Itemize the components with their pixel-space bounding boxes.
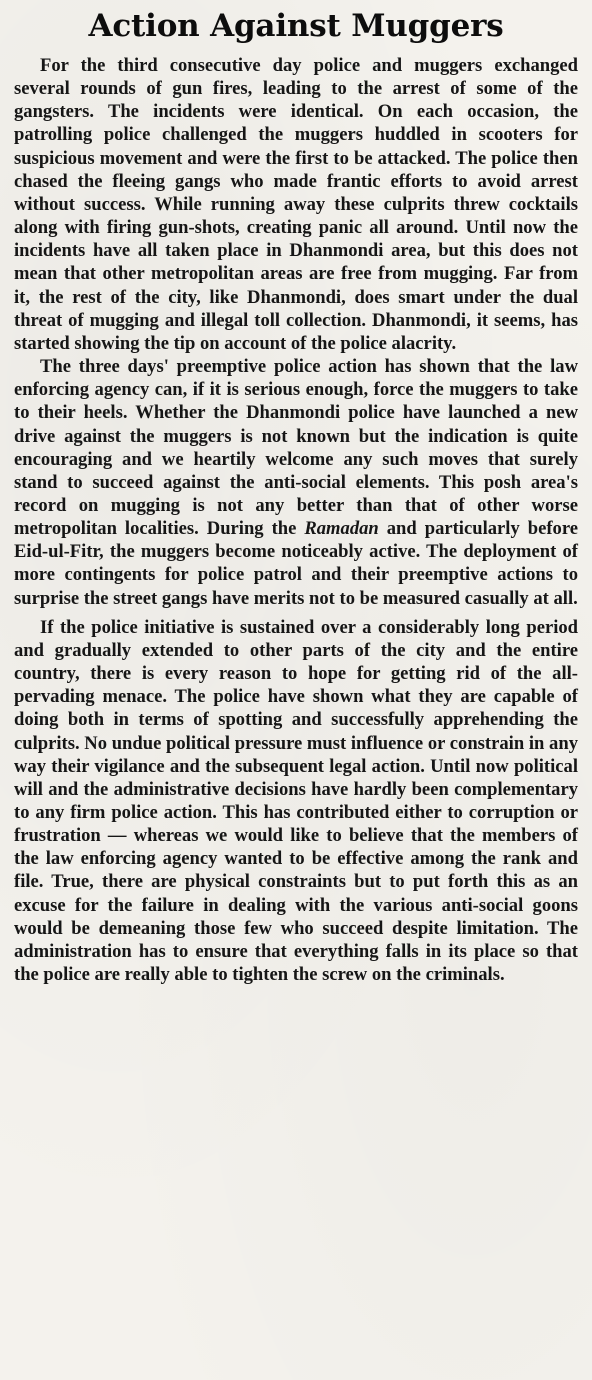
- article-paragraph-2: [14, 355, 578, 610]
- paragraph-2-text-after: and particularly before Eid-ul-Fitr, the muggers become noticeably active. The deployment of more contingents for police patrol and their preemptive actions to surprise the street gangs have merits not to be measured casually at all.: [14, 518, 578, 609]
- article-body: [14, 54, 578, 986]
- article-paragraph-3: If the police initiative is sustained over a considerably long period and gradually extended to other parts of the city and the entire country, there is every reason to hope for getting rid of the all-pervading menace. The police have shown what they are capable of doing both in terms of spotting and successfully apprehending the culprits. No undue political pressure must influence or constrain in any way their vigilance and the subsequent legal action. Until now political will and the administrative decisions have hardly been complementary to any firm police action. This has contributed either to corruption or frustration — whereas we would like to believe that the members of the law enforcing agency wanted to be effective among the rank and file. True, there are physical constraints but to put forth this as an excuse for the failure in dealing with the various anti-social goons would be demeaning those few who succeed despite limitation. The administration has to ensure that everything falls in its place so that the police are really able to tighten the screw on the criminals.: [14, 616, 578, 986]
- ramadan-emphasis: Ramadan: [304, 518, 379, 540]
- paragraph-2-text-before: The three days' preemptive police action has shown that the law enforcing agency can, if it is serious enough, force the muggers to take to their heels. Whether the Dhanmondi police have launched a new drive against the muggers is not known but the indication is quite encouraging and we heartily welcome any such moves that surely stand to succeed against the anti-social elements. This posh area's record on mugging is not any better than that of other worse metropolitan localities. During the: [14, 356, 578, 540]
- article-paragraph-1: For the third consecutive day police and muggers exchanged several rounds of gun fires, leading to the arrest of some of the gangsters. The incidents were identical. On each occasion, the patrolling police challenged the muggers huddled in scooters for suspicious movement and were the first to be attacked. The police then chased the fleeing gangs who made frantic efforts to avoid arrest without success. While running away these culprits threw cocktails along with firing gun-shots, creating panic all around. Until now the incidents have all taken place in Dhanmondi area, but this does not mean that other metropolitan areas are free from mugging. Far from it, the rest of the city, like Dhanmondi, does smart under the dual threat of mugging and illegal toll collection. Dhanmondi, it seems, has started showing the tip on account of the police alacrity.: [14, 55, 578, 354]
- article-headline: Action Against Muggers: [88, 8, 504, 44]
